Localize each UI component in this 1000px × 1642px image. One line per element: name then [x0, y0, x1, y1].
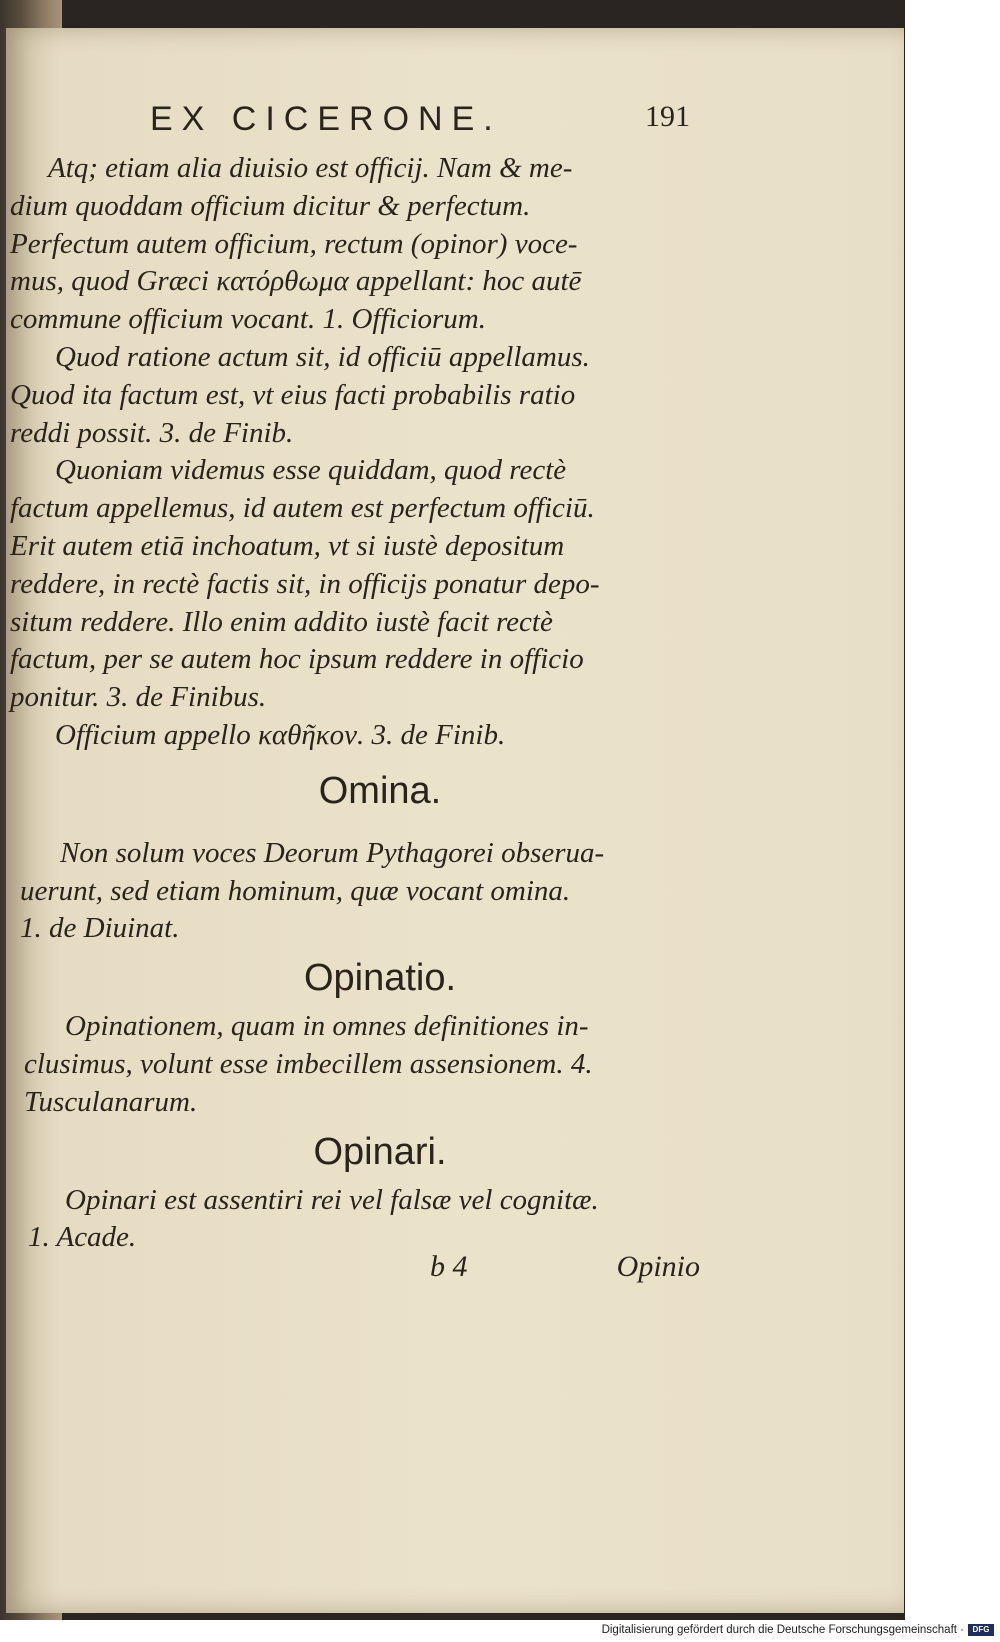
text-line: reddi possit. 3. de Finib.	[10, 416, 294, 449]
text-line: 1. de Diuinat.	[20, 912, 180, 945]
text-line: dium quoddam officium dicitur & perfectum.	[10, 189, 531, 222]
text-line: mus, quod Græci κατόρθωμα appellant: hoc autē	[10, 265, 582, 298]
body-text	[10, 150, 690, 1300]
text-line: Quoniam videmus esse quiddam, quod rectè	[55, 454, 567, 487]
running-title: EX CICERONE.	[150, 100, 502, 138]
text-line: uerunt, sed etiam hominum, quæ vocant omina.	[20, 874, 571, 907]
text-line: Erit autem etiā inchoatum, vt si iustè depositum	[10, 529, 565, 562]
signature-mark: b 4	[430, 1250, 468, 1283]
text-line: reddere, in rectè factis sit, in officijs ponatur depo-	[10, 567, 600, 600]
text-line: Quod ratione actum sit, id officiū appellamus.	[55, 340, 590, 373]
text-line: Opinari est assentiri rei vel falsæ vel cognitæ.	[65, 1183, 599, 1216]
digitization-credit	[602, 1621, 994, 1639]
section-heading-omina: Omina.	[318, 769, 442, 812]
text-line: factum, per se autem hoc ipsum reddere in officio	[10, 643, 584, 676]
text-line: situm reddere. Illo enim addito iustè facit rectè	[10, 605, 553, 638]
text-line: Quod ita factum est, vt eius facti probabilis ratio	[10, 378, 576, 411]
catchword: Opinio	[616, 1250, 700, 1283]
running-head	[150, 100, 690, 150]
page-number: 191	[645, 100, 690, 133]
text-line: ponitur. 3. de Finibus.	[10, 681, 267, 714]
text-line: Perfectum autem officium, rectum (opinor) voce-	[10, 227, 578, 260]
text-line: Opinationem, quam in omnes definitiones in-	[65, 1010, 589, 1043]
page-footer	[430, 1250, 700, 1300]
dfg-logo: DFG	[968, 1624, 994, 1636]
text-line: Officium appello καθῆκον. 3. de Finib.	[55, 718, 506, 751]
text-line: Atq; etiam alia diuisio est officij. Nam & me-	[48, 152, 573, 184]
text-line: commune officium vocant. 1. Officiorum.	[10, 303, 486, 336]
text-line: Non solum voces Deorum Pythagorei obserua-	[60, 836, 605, 869]
text-line: factum appellemus, id autem est perfectum officiū.	[10, 492, 595, 525]
text-line: 1. Acade.	[28, 1221, 137, 1254]
section-heading-opinari: Opinari.	[313, 1130, 447, 1173]
section-heading-opinatio: Opinatio.	[303, 957, 457, 1000]
text-line: clusimus, volunt esse imbecillem assensionem. 4.	[24, 1047, 593, 1080]
credit-text: Digitalisierung gefördert durch die Deutsche Forschungsgemeinschaft ·	[601, 1624, 964, 1636]
text-line: Tusculanarum.	[24, 1085, 198, 1118]
